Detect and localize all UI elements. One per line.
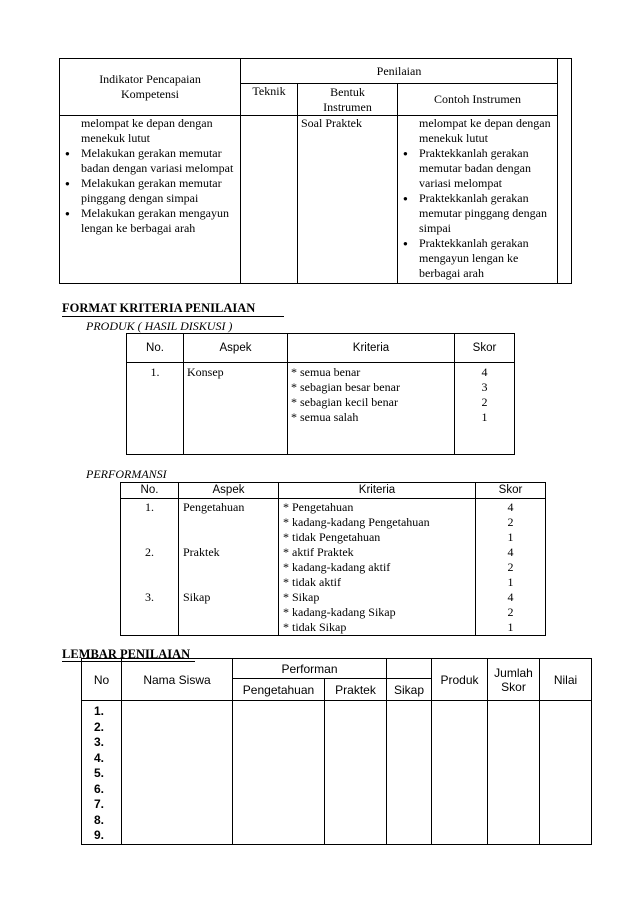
format-heading-text: FORMAT KRITERIA PENILAIAN [62,301,256,315]
lembar-cell-nama [122,701,233,845]
kriteria-line: * tidak aktif [283,575,341,589]
perf-aspek: Sikap [183,590,211,604]
row-number: 1. [94,704,105,718]
performansi-table [120,482,546,636]
row-number: 5. [94,766,105,780]
performansi-label: PERFORMANSI [86,467,167,481]
format-heading [62,301,284,317]
kriteria-line: * semua benar [291,365,361,379]
lembar-header-pengetahuan: Pengetahuan [233,679,325,701]
row-number: 7. [94,797,105,811]
lembar-cell-jumlah [488,701,540,845]
indikator-list [63,116,237,236]
list-item: ● Melakukan gerakan memutar badan dengan variasi melompat [63,146,237,176]
lembar-heading-text: LEMBAR PENILAIAN [62,647,191,661]
kriteria-line: * kadang-kadang aktif [283,560,391,574]
produk-label: PRODUK ( HASIL DISKUSI ) [86,319,233,333]
kriteria-line: * Pengetahuan [283,500,354,514]
skor-line: 1 [507,575,514,589]
produk-table [126,333,515,455]
skor-line: 4 [481,365,488,379]
skor-line: 2 [507,515,514,529]
produk-kriteria [288,363,455,455]
row-number: 9. [94,828,105,842]
kriteria-line: * kadang-kadang Sikap [283,605,396,619]
row-number: 8. [94,812,105,827]
produk-header-aspek: Aspek [184,334,288,363]
kompetensi-table [59,58,572,284]
table-row [82,701,592,845]
list-item: melompat ke depan dengan menekuk lutut [419,116,551,145]
perf-header-aspek: Aspek [179,483,279,499]
kriteria-line: * aktif Praktek [283,545,354,559]
skor-line: 4 [507,500,514,514]
kriteria-line: * Sikap [283,590,320,604]
perf-kriteria-col [279,499,476,636]
bentuk-cell: Soal Praktek [298,116,398,284]
lembar-header-empty [387,659,432,679]
perf-aspek: Praktek [183,545,220,559]
lembar-cell-sikap [387,701,432,845]
number-list [94,704,121,844]
skor-line: 2 [507,605,514,619]
performansi-line [62,467,167,482]
lembar-numbers-cell [82,701,122,845]
skor-line: 2 [481,395,488,409]
indikator-cell [60,116,241,284]
lembar-header-jumlah: Jumlah Skor [488,659,540,701]
lembar-header-no: No [82,659,122,701]
lembar-cell-nilai [540,701,592,845]
list-item: ● Praktekkanlah gerakan memutar badan dengan variasi melompat [401,146,554,191]
lembar-header-nilai: Nilai [540,659,592,701]
header-teknik: Teknik [241,84,298,116]
kriteria-line: * tidak Sikap [283,620,347,634]
row-number: 4. [94,750,105,765]
row-number: 6. [94,781,105,796]
perf-aspek: Pengetahuan [183,500,245,514]
perf-header-skor: Skor [476,483,546,499]
perf-no: 3. [145,590,154,604]
skor-line: 1 [481,410,488,424]
header-bentuk: Bentuk Instrumen [298,84,398,116]
header-penilaian: Penilaian [241,59,558,84]
kriteria-line: * sebagian kecil benar [291,395,398,409]
list-item: ● Praktekkanlah gerakan memutar pinggang dengan simpai [401,191,554,236]
perf-skor-col [476,499,546,636]
perf-aspek-col [179,499,279,636]
row-number: 2. [94,719,105,734]
lembar-header-produk: Produk [432,659,488,701]
skor-line: 1 [507,620,514,634]
produk-skor [455,363,515,455]
header-contoh: Contoh Instrumen [398,84,558,116]
lembar-header-praktek: Praktek [325,679,387,701]
margin-cell [558,59,572,284]
lembar-header-nama: Nama Siswa [122,659,233,701]
produk-line [62,319,232,334]
perf-no: 2. [145,545,154,559]
kriteria-line: * sebagian besar benar [291,380,400,394]
produk-header-kriteria: Kriteria [288,334,455,363]
lembar-table [81,658,592,845]
perf-header-kriteria: Kriteria [279,483,476,499]
produk-header-no: No. [127,334,184,363]
header-indikator: Indikator Pencapaian Kompetensi [60,59,241,116]
produk-aspek: Konsep [184,363,288,455]
table-row [121,499,546,636]
kriteria-line: * tidak Pengetahuan [283,530,381,544]
perf-no: 1. [145,500,154,514]
skor-line: 4 [507,590,514,604]
contoh-cell [398,116,558,284]
teknik-cell [241,116,298,284]
list-item: ● Praktekkanlah gerakan mengayun lengan ke berbagai arah [401,236,554,281]
list-item: ● Melakukan gerakan memutar pinggang dengan simpai [63,176,237,206]
row-number: 3. [94,735,105,749]
produk-header-skor: Skor [455,334,515,363]
kriteria-line: * kadang-kadang Pengetahuan [283,515,430,529]
skor-line: 3 [481,380,488,394]
perf-header-no: No. [121,483,179,499]
list-item: melompat ke depan dengan menekuk lutut [81,116,213,145]
lembar-header-sikap: Sikap [387,679,432,701]
lembar-cell-produk [432,701,488,845]
produk-no: 1. [127,363,184,455]
list-item: ● Melakukan gerakan mengayun lengan ke berbagai arah [63,206,237,236]
skor-line: 1 [507,530,514,544]
skor-line: 2 [507,560,514,574]
skor-line: 4 [507,545,514,559]
table-row [127,363,515,455]
perf-no-col [121,499,179,636]
lembar-cell-praktek [325,701,387,845]
contoh-list [401,116,554,281]
lembar-header-performan: Performan [233,659,387,679]
kriteria-line: * semua salah [291,410,359,424]
lembar-cell-pengetahuan [233,701,325,845]
